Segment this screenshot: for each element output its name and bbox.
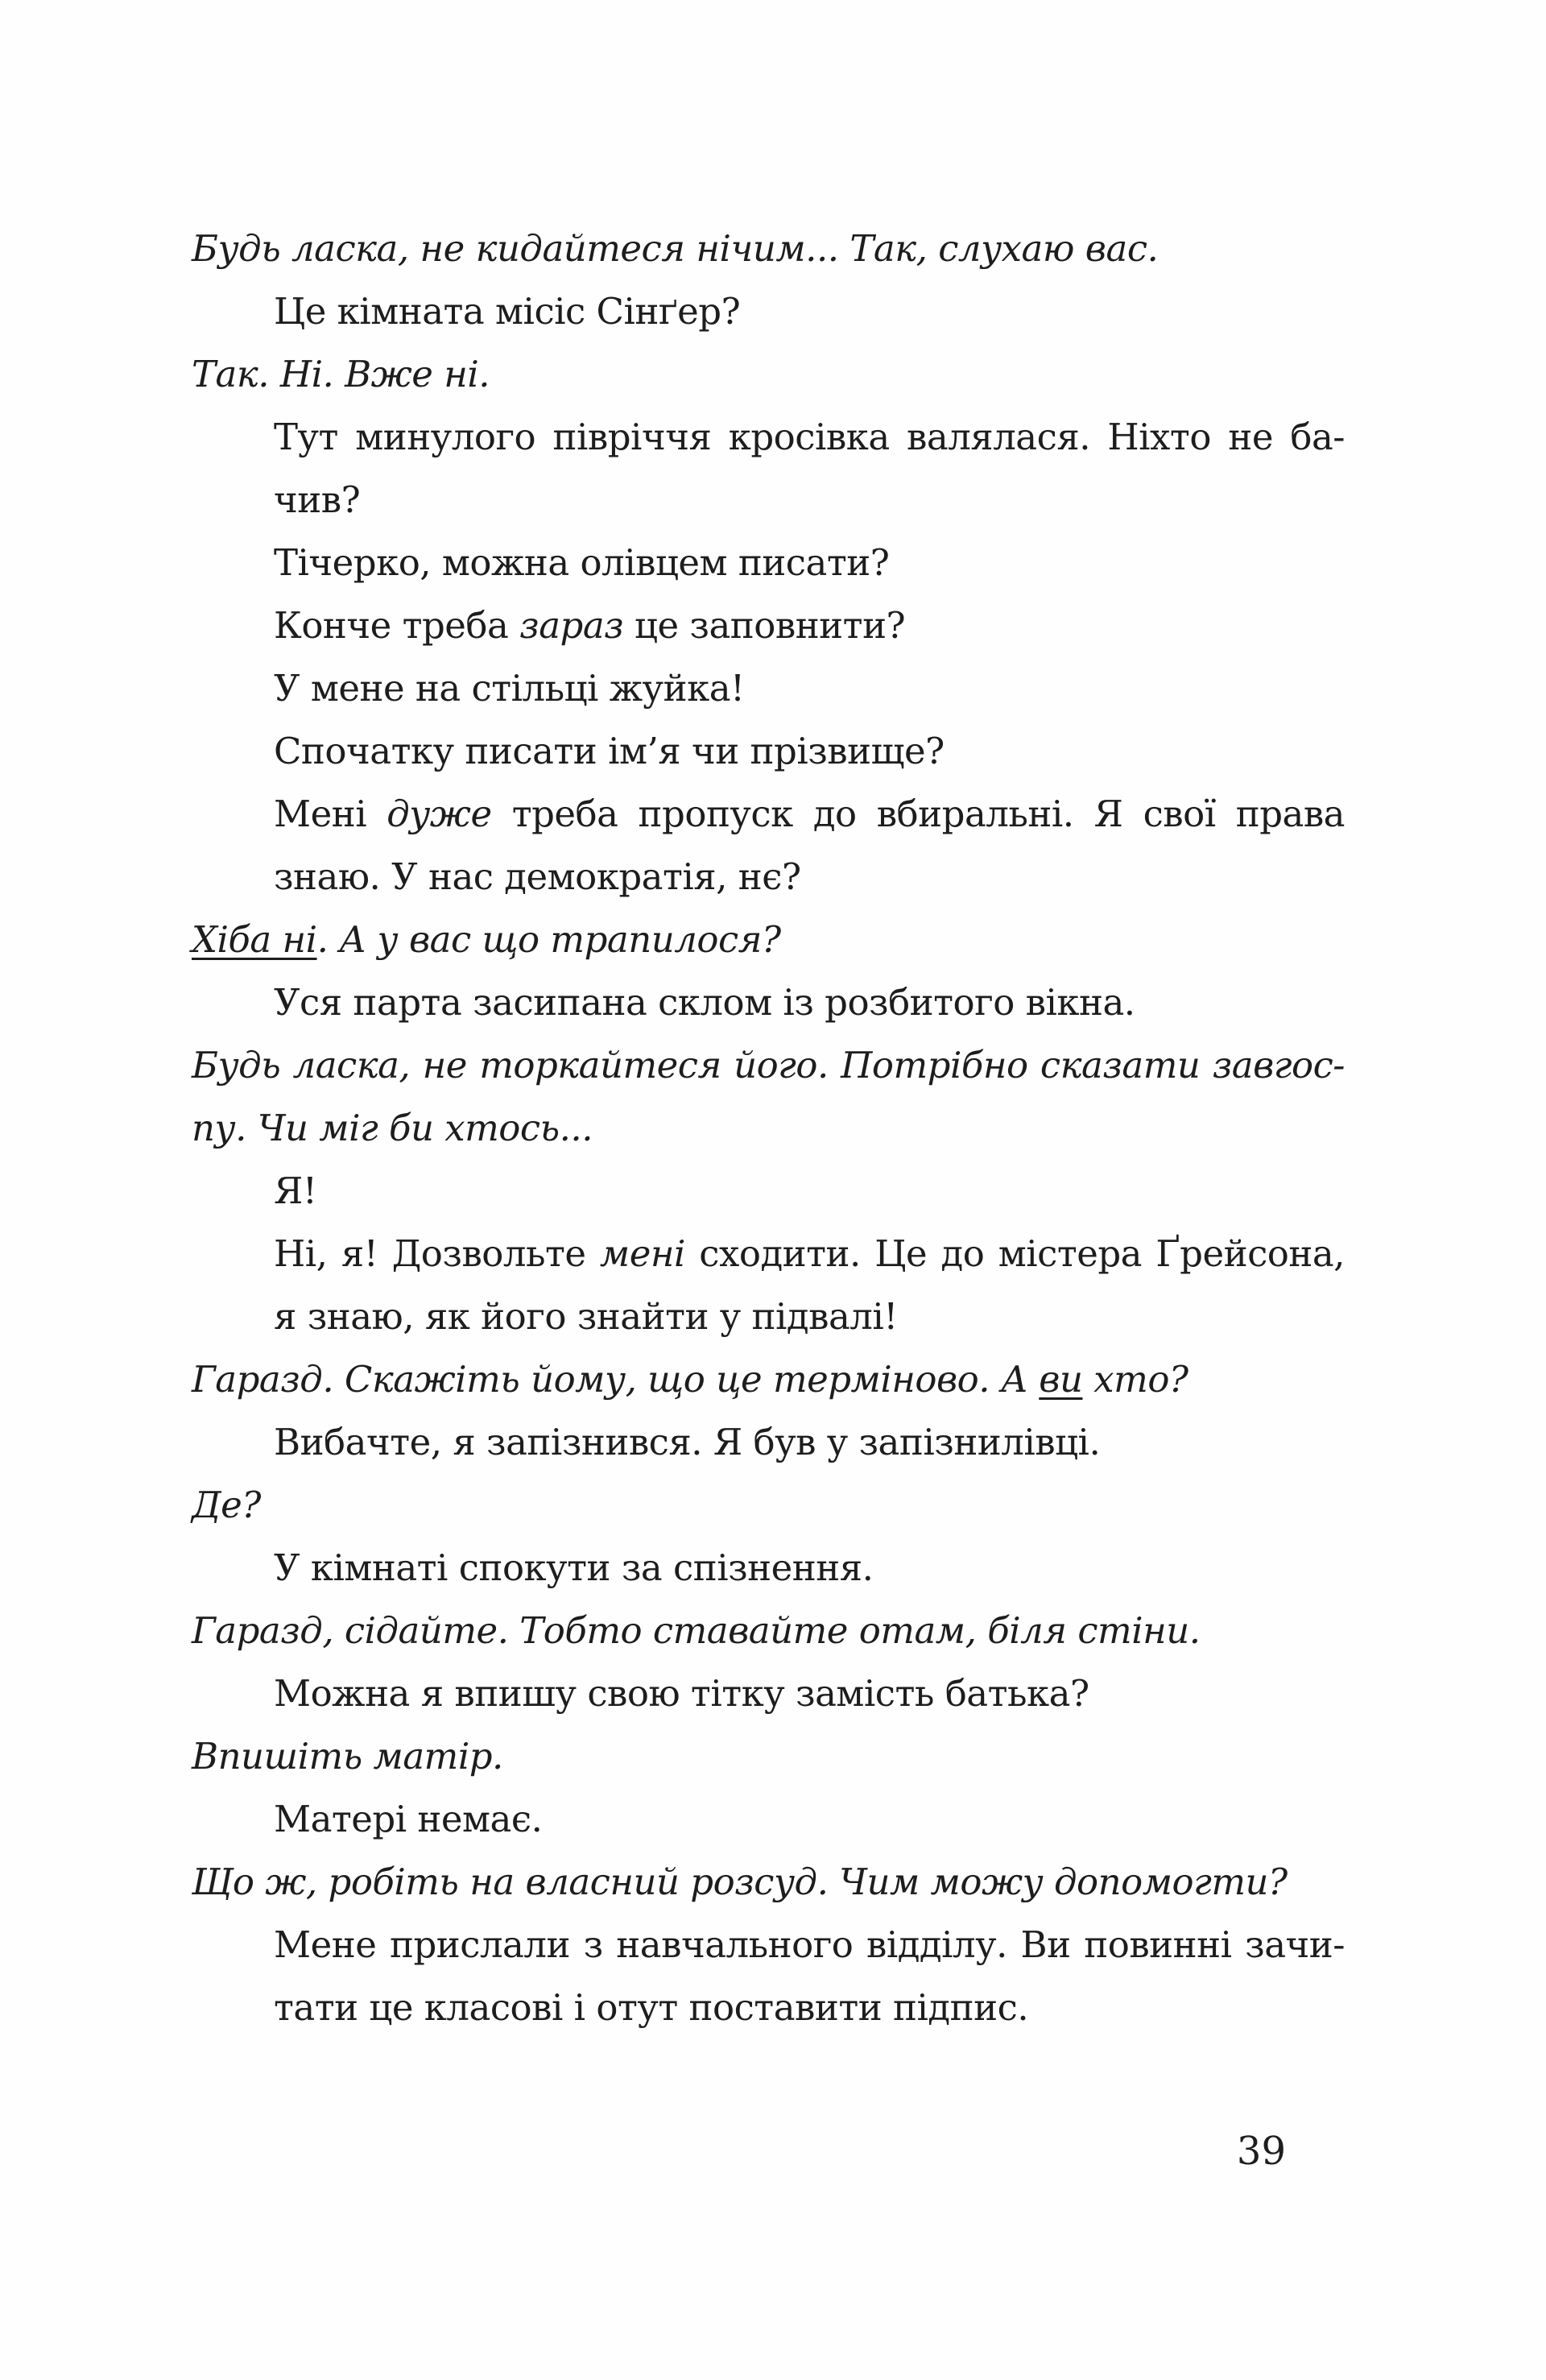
dialogue-line-student — [192, 594, 1345, 657]
dialogue-segment: Впишіть матір. — [192, 1735, 503, 1778]
dialogue-segment: чив? — [274, 478, 361, 521]
dialogue-line-teacher — [192, 1034, 1345, 1097]
dialogue-segment: . А у вас що трапилося? — [316, 918, 781, 961]
dialogue-line-student — [192, 971, 1345, 1034]
dialogue-segment: Хіба ні — [192, 918, 317, 961]
page-number: 39 — [1236, 2129, 1286, 2174]
dialogue-segment: Будь ласка, не кидайтеся нічим... Так, слухаю вас. — [192, 227, 1159, 270]
dialogue-segment: Ні, я! Дозвольте — [274, 1232, 600, 1275]
dialogue-line-student — [192, 720, 1345, 783]
dialogue-segment: знаю. У нас демократія, нє? — [274, 855, 801, 898]
dialogue-segment: Можна я впишу свою тітку замість батька? — [274, 1672, 1089, 1715]
dialogue-line-student — [192, 1285, 1345, 1348]
dialogue-line-student — [192, 532, 1345, 594]
dialogue-segment: Уся парта засипана склом із розбитого вікна. — [274, 981, 1135, 1024]
dialogue-line-student — [192, 406, 1345, 469]
dialogue-segment: Спочатку писати ім’я чи прізвище? — [274, 730, 945, 772]
dialogue-segment: це заповнити? — [623, 604, 906, 647]
dialogue-line-teacher — [192, 1725, 1345, 1788]
dialogue-segment: Тут минулого півріччя кросівка валялася. Ніхто не ба- — [274, 416, 1345, 458]
dialogue-line-teacher — [192, 1097, 1345, 1160]
dialogue-line-student — [192, 1411, 1345, 1474]
dialogue-line-student — [192, 657, 1345, 720]
dialogue-segment: дуже — [386, 793, 492, 835]
dialogue-line-teacher — [192, 1851, 1345, 1914]
dialogue-line-student — [192, 1537, 1345, 1600]
dialogue-line-student — [192, 469, 1345, 532]
dialogue-segment: Тічерко, можна олівцем писати? — [274, 541, 890, 584]
dialogue-line-student — [192, 846, 1345, 909]
dialogue-line-student — [192, 1976, 1345, 2039]
dialogue-line-student — [192, 1160, 1345, 1223]
dialogue-segment: Матері немає. — [274, 1798, 543, 1840]
dialogue-segment: Де? — [192, 1484, 261, 1526]
dialogue-segment: хто? — [1082, 1358, 1188, 1401]
dialogue-segment: Мене прислали з навчального відділу. Ви повинні зачи- — [274, 1923, 1345, 1966]
dialogue-segment: мені — [599, 1232, 685, 1275]
dialogue-line-teacher — [192, 1348, 1345, 1411]
dialogue-segment: зараз — [519, 604, 624, 647]
dialogue-line-student — [192, 1662, 1345, 1725]
dialogue-segment: Конче треба — [274, 604, 520, 647]
dialogue-segment: Гаразд, сідайте. Тобто ставайте отам, біля стіни. — [192, 1609, 1201, 1652]
dialogue-line-teacher — [192, 909, 1345, 971]
dialogue-segment: я знаю, як його знайти у підвалі! — [274, 1295, 898, 1338]
dialogue-line-teacher — [192, 1600, 1345, 1662]
dialogue-segment: Гаразд. Скажіть йому, що це терміново. А — [192, 1358, 1040, 1401]
dialogue-segment: пу. Чи міг би хтось... — [192, 1107, 593, 1149]
dialogue-line-teacher — [192, 343, 1345, 406]
dialogue-line-student — [192, 1914, 1345, 1976]
dialogue-segment: Будь ласка, не торкайтеся його. Потрібно сказати завгос- — [192, 1044, 1345, 1087]
dialogue-line-student — [192, 280, 1345, 343]
dialogue-line-student — [192, 783, 1345, 846]
dialogue-segment: У кімнаті спокути за спізнення. — [274, 1546, 874, 1589]
dialogue-segment: У мене на стільці жуйка! — [274, 667, 745, 710]
dialogue-segment: Так. Ні. Вже ні. — [192, 353, 490, 395]
dialogue-segment: Вибачте, я запізнився. Я був у запізнилівці. — [274, 1421, 1101, 1463]
dialogue-segment: Що ж, робіть на власний розсуд. Чим можу допомогти? — [192, 1861, 1288, 1903]
dialogue-line-student — [192, 1788, 1345, 1851]
dialogue-segment: сходити. Це до містера Ґрейсона, — [684, 1232, 1345, 1275]
dialogue-text-block — [192, 217, 1345, 2039]
dialogue-segment: треба пропуск до вбиральні. Я свої права — [491, 793, 1345, 835]
dialogue-segment: Мені — [274, 793, 387, 835]
dialogue-line-teacher — [192, 1474, 1345, 1537]
dialogue-line-teacher — [192, 217, 1345, 280]
dialogue-segment: Це кімната місіс Сінґер? — [274, 290, 741, 333]
dialogue-segment: ви — [1039, 1358, 1083, 1401]
dialogue-segment: тати це класові і отут поставити підпис. — [274, 1986, 1029, 2029]
dialogue-segment: Я! — [274, 1169, 317, 1212]
dialogue-line-student — [192, 1223, 1345, 1285]
